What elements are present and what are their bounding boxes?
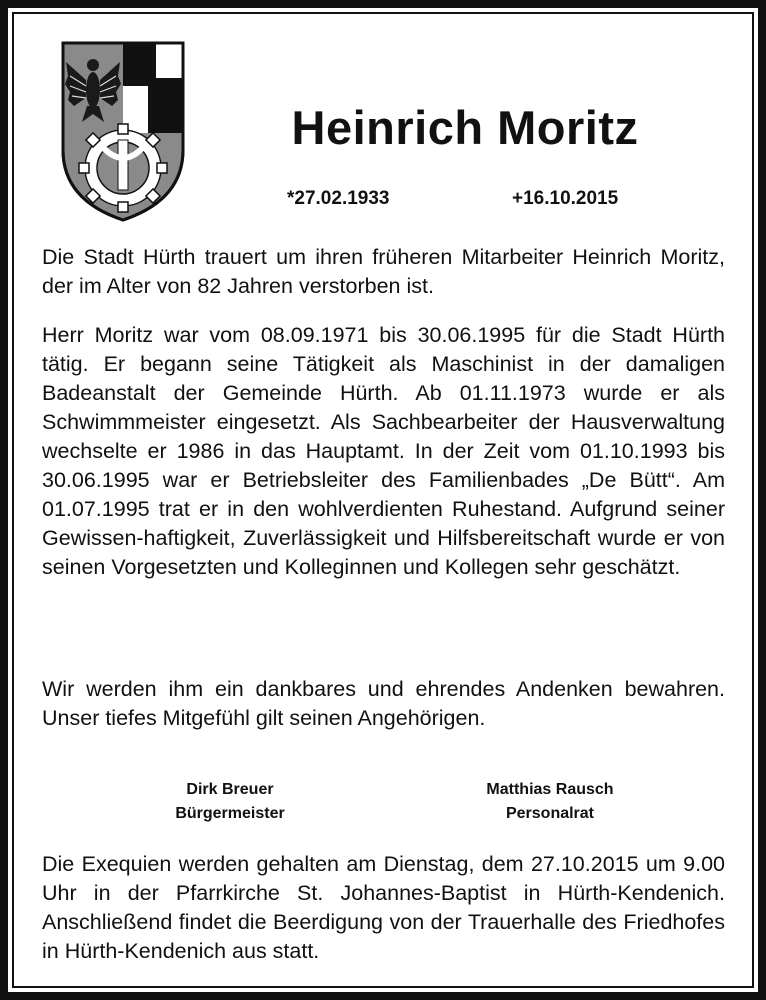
signature-role: Personalrat <box>505 805 595 822</box>
coat-of-arms-icon <box>60 40 186 222</box>
signature-name: Matthias Rausch <box>486 781 614 798</box>
deceased-name: Heinrich Moritz <box>291 101 639 154</box>
birth-date: *27.02.1933 <box>287 188 390 209</box>
signature-staff-council <box>430 778 670 826</box>
signature-mayor <box>120 778 340 826</box>
signature-name: Dirk Breuer <box>186 781 274 798</box>
funeral-paragraph: Die Exequien werden gehalten am Dienstag, dem 27.10.2015 um 9.00 Uhr in der Pfarrkirche St. Johannes-Baptist in Hürth-Kendenich. Anschließend findet die Beerdigung von der Trauerhalle des Friedhofes in Hürth-Kendenich aus statt. <box>42 852 725 963</box>
signature-role: Bürgermeister <box>175 805 285 822</box>
condolence-paragraph: Wir werden ihm ein dankbares und ehrendes Andenken bewahren. Unser tiefes Mitgefühl gilt seinen Angehörigen. <box>42 677 725 730</box>
intro-paragraph: Die Stadt Hürth trauert um ihren früheren Mitarbeiter Heinrich Moritz, der im Alter von 82 Jahren verstorben ist. <box>42 245 725 298</box>
career-paragraph: Herr Moritz war vom 08.09.1971 bis 30.06.1995 für die Stadt Hürth tätig. Er begann seine Tätigkeit als Maschinist in der damaligen Badeanstalt der Gemeinde Hürth. Ab 01.11.1973 wurde er als Schwimmmeister eingesetzt. Als Sachbearbeiter der Hausverwaltung wechselte er 1986 in das Hauptamt. In der Zeit vom 01.10.1993 bis 30.06.1995 war er Betriebsleiter des Familienbades „De Bütt“. Am 01.07.1995 trat er in den wohlverdienten Ruhestand. Aufgrund seiner Gewissen-haftigkeit, Zuverlässigkeit und Hilfsbereitschaft wurde er von seinen Vorgesetzten und Kolleginnen und Kollegen sehr geschätzt. <box>42 323 725 579</box>
death-date: +16.10.2015 <box>512 188 619 209</box>
